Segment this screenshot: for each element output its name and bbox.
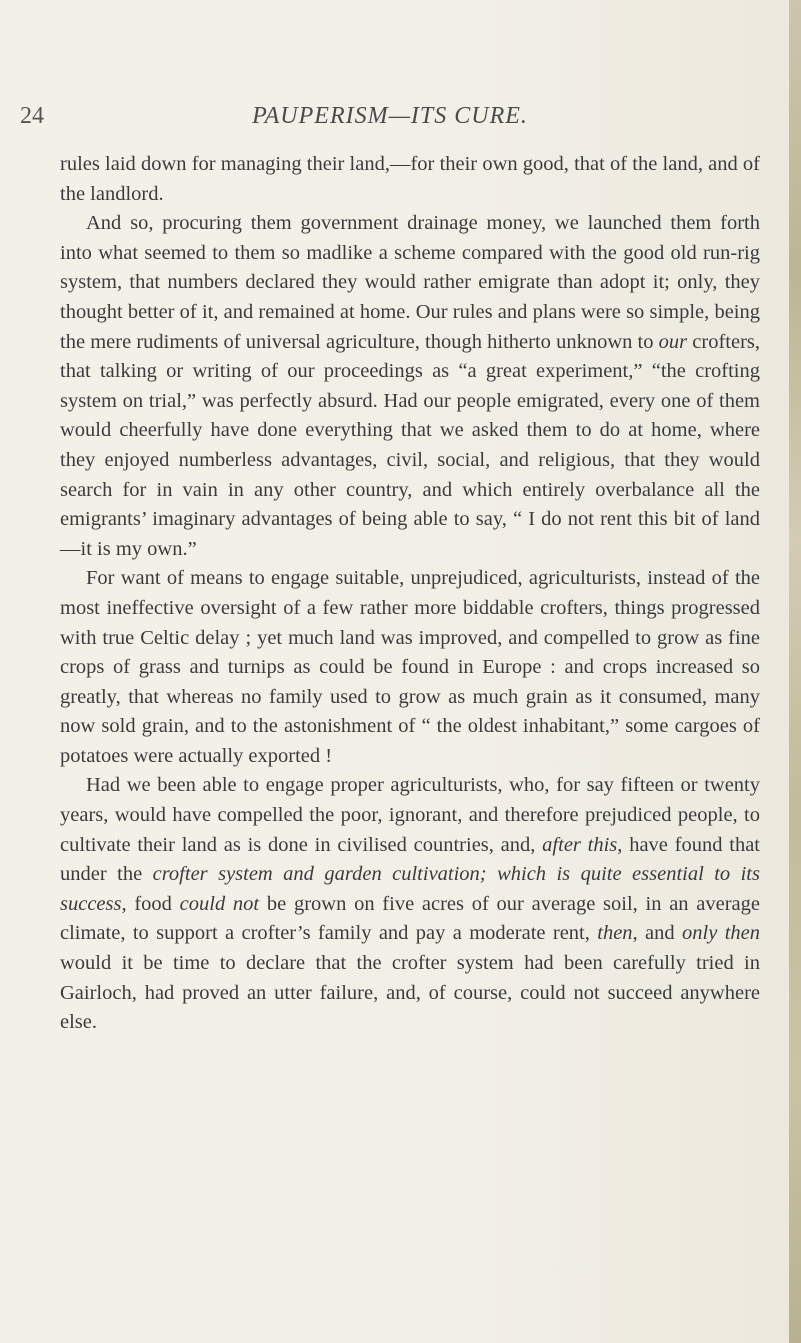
italic-text: after this bbox=[542, 833, 618, 856]
text-run: , have found that under the bbox=[60, 833, 761, 886]
text-run: For want of means to engage suitable, unprejudiced, agriculturists, instead of the most ineffective oversight of a few rather more biddable crofters, things progressed with true Celtic delay ; yet much land was improved, and compelled to grow as fine crops of grass and turnips as could be found in Europe : and crops increased so greatly, that whereas no family used to grow as much grain as it consumed, many now sold grain, and to the astonishment of “ the oldest inhabitant,” some cargoes of potatoes were actually exported ! bbox=[60, 567, 760, 767]
page-number: 24 bbox=[20, 103, 44, 129]
paragraph bbox=[60, 150, 760, 209]
running-title: PAUPERISM—ITS CURE. bbox=[252, 103, 528, 129]
italic-text: then bbox=[597, 922, 633, 945]
page-edge bbox=[789, 0, 801, 1343]
text-run: be grown on five acres of our average soil, in an average climate, to support a crofter’s family and pay a moderate rent, bbox=[60, 892, 761, 945]
text-run: And so, procuring them government drainage money, we launched them forth into what seemed to them so madlike a scheme compared with the good old run-rig system, that numbers declared they would rather emigrate than adopt it; only, they thought better of it, and remained at home. Our rules and plans were so simple, being the mere rudiments of universal agriculture, though hitherto unknown to bbox=[60, 212, 760, 353]
italic-text: only then bbox=[682, 922, 760, 945]
text-run: rules laid down for managing their land,—for their own good, that of the land, and of the landlord. bbox=[60, 153, 760, 205]
paragraph bbox=[60, 209, 760, 564]
body-text bbox=[60, 150, 760, 1038]
text-run: would it be time to declare that the crofter system had been carefully tried in Gairloch, had proved an utter failure, and, of course, could not succeed anywhere else. bbox=[60, 952, 760, 1034]
italic-text: crofter system and garden cultivation; which is quite essential to its success bbox=[60, 863, 760, 915]
italic-text: our bbox=[658, 330, 688, 353]
text-run: crofters, that talking or writing of our proceedings as “a great experiment,” “the crofting system on trial,” was perfectly absurd. Had our people emigrated, every one of them would cheerfully have done everything that we asked them to do at home, where they enjoyed numberless advantages, civil, social, and religious, that they would search for in vain in any other country, and which entirely overbalance all the emigrants’ imaginary advantages of being able to say, “ I do not rent this bit of land—it is my own.” bbox=[60, 330, 761, 560]
paragraph bbox=[60, 771, 760, 1037]
page-header bbox=[20, 103, 760, 143]
paragraph bbox=[60, 564, 760, 771]
text-run: , and bbox=[632, 922, 683, 945]
text-run: , food bbox=[121, 892, 180, 915]
italic-text: could not bbox=[179, 892, 260, 915]
text-run: Had we been able to engage proper agriculturists, who, for say fifteen or twenty years, would have compelled the poor, ignorant, and therefore prejudiced people, to cultivate their land as is done in civilised countries, and, bbox=[60, 774, 760, 856]
